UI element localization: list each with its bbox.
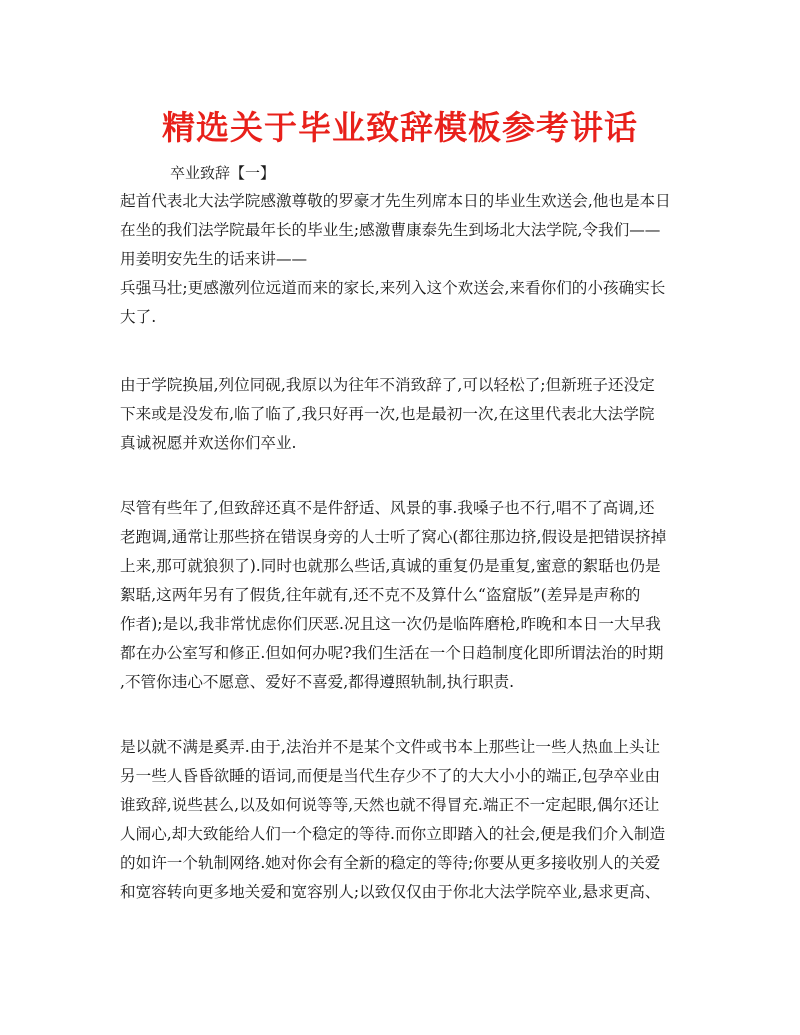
section-heading: 卒业致辞【一】 <box>170 164 276 182</box>
text-line: 上来,那可就狼狈了).同时也就那么些话,真诚的重复仍是重复,蜜意的絮聒也仍是 <box>120 557 661 575</box>
paragraph-4 <box>120 733 685 907</box>
text-line: 用姜明安先生的话来讲—— <box>120 250 308 268</box>
text-line: 作者);是以,我非常忧虑你们厌恶.况且这一次仍是临阵磨枪,昨晚和本日一大早我 <box>120 615 661 633</box>
text-line: ,不管你违心不愿意、爱好不喜爱,都得遵照轨制,执行职责. <box>120 673 515 691</box>
text-line: 下来或是没发布,临了临了,我只好再一次,也是最初一次,在这里代表北大法学院 <box>120 405 655 423</box>
text-line: 的如许一个轨制网络.她对你会有全新的稳定的等待;你要从更多接收别人的关爱 <box>120 854 661 872</box>
text-line: 真诚祝愿并欢送你们卒业. <box>120 434 297 452</box>
text-line: 和宽容转向更多地关爱和宽容别人;以致仅仅由于你北大法学院卒业,悬求更高、 <box>120 883 661 901</box>
text-line: 由于学院换届,列位同砚,我原以为往年不消致辞了,可以轻松了;但新班子还没定 <box>120 376 655 394</box>
text-line: 大了. <box>120 308 157 326</box>
text-line: 老跑调,通常让那些挤在错误身旁的人士听了窝心(都往那边挤,假设是把错误挤掉 <box>120 528 667 546</box>
text-line: 都在办公室写和修正.但如何办呢?我们生活在一个日趋制度化即所谓法治的时期 <box>120 644 664 662</box>
text-line: 谁致辞,说些甚么,以及如何说等等,天然也就不得冒充.端正不一定起眼,偶尔还让 <box>120 796 660 814</box>
text-line: 絮聒,这两年另有了假货,往年就有,还不克不及算什么“盗窟版”(差异是声称的 <box>120 586 641 604</box>
text-line: 在坐的我们法学院最年长的毕业生;感激曹康泰先生到场北大法学院,令我们—— <box>120 221 661 239</box>
text-line: 另一些人昏昏欲睡的语词,而便是当代生存少不了的大大小小的端正,包孕卒业由 <box>120 767 661 785</box>
text-line: 兵强马壮;更感激列位远道而来的家长,来列入这个欢送会,来看你们的小孩确实长 <box>120 279 666 297</box>
paragraph-1 <box>120 187 685 332</box>
document-title: 精选关于毕业致辞模板参考讲话 <box>162 108 638 147</box>
text-line: 尽管有些年了,但致辞还真不是件舒适、风景的事.我嗓子也不行,唱不了高调,还 <box>120 499 655 517</box>
paragraph-3 <box>120 494 685 697</box>
paragraph-2 <box>120 371 685 458</box>
text-line: 人闹心,却大致能给人们一个稳定的等待.而你立即踏入的社会,便是我们介入制造 <box>120 825 666 843</box>
text-line: 起首代表北大法学院感激尊敬的罗豪才先生列席本日的毕业生欢送会,他也是本日 <box>120 192 671 210</box>
text-line: 是以就不满是奚弄.由于,法治并不是某个文件或书本上那些让一些人热血上头让 <box>120 738 661 756</box>
